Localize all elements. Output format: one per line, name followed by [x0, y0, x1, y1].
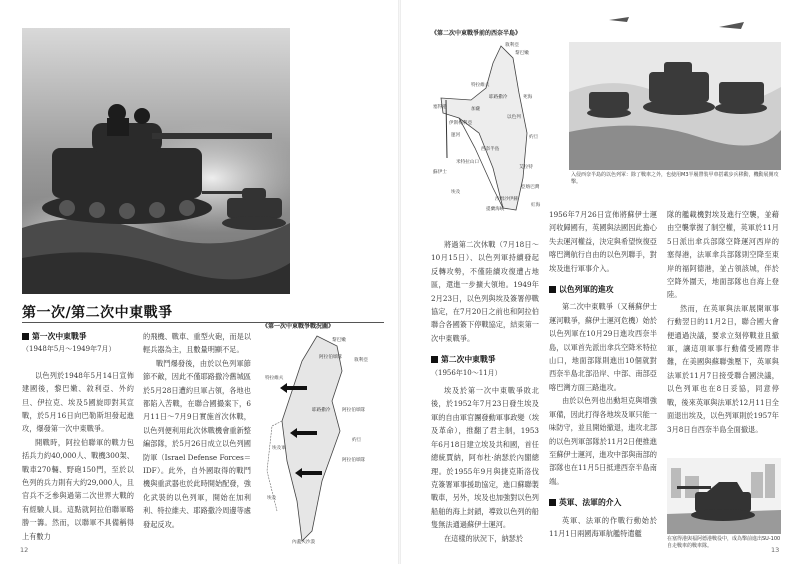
su100-tank-illustration [667, 458, 781, 534]
map2-label: 西奈半島 [481, 147, 500, 152]
paragraph: 開戰時，阿拉伯聯軍的戰力包括兵力約40,000人、戰機300架、戰車270輛、野砲150門，至於以色列的兵力則有大約29,000人，且官兵不乏參與過第二次世界大戰的有經驗人員。這點就阿拉伯聯軍略勝一籌。然而，以聯軍不具備稱得上有數力 [22, 437, 134, 541]
section-square-icon [22, 333, 29, 340]
paragraph: 戰鬥爆發後，由於以色列軍節節不敵，因此不僅耶路撒冷舊城區於5月28日遭約旦軍占領，各地也都陷入苦戰，在聯合國撮案下，6月11日～7月9日實施首次休戰，以色列便利用此次休戰機會重新整編部隊，於5月26日成立以色列國防軍（Israel Defense Forces＝IDF）。此外，自外國取得的戰鬥機與重武器也於此時開始配發，強化武裝的以色列軍，開始在加利利、特拉維夫、耶路撒冷周邊等處發起反攻。 [143, 358, 251, 529]
paragraph: 在這樣的狀況下，納瑟於 [443, 533, 524, 543]
first-war-map [262, 331, 384, 546]
map1-label: 敘利亞 [354, 358, 368, 363]
paragraph: 英軍、法軍的作戰行動始於11月1日兩國海軍航艦特遣艦 [549, 515, 657, 538]
section-heading-first-war: 第一次中東戰爭 [22, 330, 134, 343]
map1-label: 阿拉伯軍隊 [319, 355, 342, 360]
section-heading-second-war: 第二次中東戰爭 [431, 353, 539, 366]
map1-label: 內蓋夫沙漠 [292, 540, 315, 545]
map1-label: 阿拉伯軍隊 [342, 458, 365, 463]
map2-label: 亞喀巴灣 [521, 185, 540, 190]
paragraph: 的飛機、戰車、重型火砲，而是以輕兵器為主，且數量明顯不足。 [143, 332, 251, 355]
map2-label: 埃及 [451, 190, 461, 195]
section-square-icon [549, 286, 556, 293]
section-heading-israeli-advance: 以色列軍的進攻 [549, 283, 657, 296]
paragraph: 將過第二次休戰（7月18日～10月15日）、以色列軍持續發起反轉攻勢，不僅陸續攻復遭占地區，還進一步擴大領地。1949年2月23日，以色列與埃及簽署停戰協定，在7月20日之前也和阿拉伯聯合各國簽下停戰協定，結束第一次中東戰爭。 [431, 240, 539, 343]
map1-label: 特拉維夫 [265, 376, 284, 381]
map2-label: 塞得港 [433, 105, 447, 110]
map2-label: 死海 [523, 95, 533, 100]
section-dates: （1948年5月～1949年7月） [22, 345, 116, 354]
paragraph: 第二次中東戰爭（又稱蘇伊士運河戰爭，蘇伊士運河危機）始於以色列軍在10月29日進攻西奈半島，以軍首先派出傘兵空降米特拉山口，地面部隊則進出10個就對西奈半島北部沿岸、中部、南部亞喀巴灣方面三路進攻。 [549, 302, 657, 392]
map2-label: 特拉維夫 [471, 83, 490, 88]
map2-label: 蘇伊士 [433, 170, 447, 175]
photo-caption-top: 入侵西奈半島的以色列軍：除了戰車之外，也使用M3半履帶裝甲車搭載步兵移動，機動展開攻擊。 [571, 172, 779, 185]
paragraph: 以色列於1948年5月14日宣佈建國後，黎巴嫩、敘利亞、外約旦、伊拉克、埃及5國旋即對其宣戰，於5月16日向巴勒斯坦發起進攻，爆發第一次中東戰爭。 [22, 370, 134, 434]
map1-title: 《第一次中東戰爭戰況圖》 [262, 323, 335, 330]
map2-label: 以色列 [507, 115, 521, 120]
map1-label: 黎巴嫩 [332, 338, 346, 343]
map2-label: 提蘭海峽 [486, 207, 505, 212]
paragraph: 埃及於第一次中東戰爭敗北後，於1952年7月23日發生埃及軍的自由軍官團發動軍事政變（埃及革命），推翻了君主制，1953年6月18日建立埃及共和國，首任總統賈納，阿布杜·納瑟於內閣總理。於1955年9月與捷克斯洛伐克簽署軍事援助協定，進口蘇聯製戰車，另外，埃及也加強對以色列船舶的海上封鎖，導致以色列的船隻無法通過蘇伊士運河。 [431, 386, 539, 530]
map2-label: 沙姆沙伊赫 [495, 197, 518, 202]
map2-label: 伊斯梅利亞 [449, 121, 472, 126]
map2-label: 加薩 [471, 107, 481, 112]
map1-label: 埃及軍 [272, 446, 286, 451]
page-heading: 第一次/第二次中東戰爭 [22, 305, 173, 321]
section-heading-anglo-french: 英軍、法軍的介入 [549, 496, 657, 509]
map2-label: 耶路撒冷 [489, 95, 508, 100]
tank-battle-illustration [22, 28, 290, 294]
page-number-right: 13 [771, 546, 780, 554]
sinai-convoy-illustration [569, 12, 781, 170]
sinai-map [431, 38, 557, 216]
section-dates: （1956年10～11月） [431, 368, 502, 377]
map2-label: 黎巴嫩 [515, 51, 529, 56]
paragraph: 然而，在英軍與法軍展開軍事行動翌日的11月2日，聯合國大會便通過決議，要求立刻停戰並且撤軍，讓這項軍事行動備受國際非難，在美國與蘇聯強壓下，英軍與法軍於11月7日接受聯合國決議，以色列軍也在8日妥協，同意停戰，後來英軍與法軍於12月11日全面退出埃及，以色列軍則於1957年3月8日自西奈半島全面撤退。 [667, 303, 779, 434]
map2-label: 紅海 [531, 203, 541, 208]
map1-label: 埃及 [267, 496, 277, 501]
left-page [0, 0, 398, 564]
right-column-2 [549, 208, 657, 552]
map1-label: 耶路撒冷 [312, 408, 331, 413]
right-column-3 [667, 208, 779, 458]
section-square-icon [549, 499, 556, 506]
photo-caption-bottom: 在塞得港與福阿德港戰役中，成為擊前進出SU-100自走戰車的戰車隊。 [667, 536, 781, 549]
map2-label: 敘利亞 [505, 43, 519, 48]
paragraph: 1956年7月26日宣佈將蘇伊士運河收歸國有，英國與法國因此擔心失去運河權益，決定與希望恢復亞喀巴灣航行自由的以色列聯手，對埃及進行軍事介入。 [549, 210, 657, 273]
map2-title: 《第二次中東戰爭前的西奈半島》 [431, 30, 522, 37]
left-column-1 [22, 330, 134, 552]
page-number-left: 12 [20, 546, 29, 554]
map2-label: 約旦 [529, 135, 539, 140]
map1-label: 阿拉伯軍隊 [342, 408, 365, 413]
paragraph: 隊的艦載機對埃及進行空襲，並藉由空襲掌握了制空權，英軍於11月5日派出傘兵部隊空降運河西岸的塞得港，法軍傘兵部隊則空降至東岸的福阿德港，並占領該城，伴於空降外圍天，地面部隊也自海上登陸。 [667, 210, 779, 300]
map1-label: 約旦 [352, 438, 362, 443]
map2-label: 米特拉山口 [456, 160, 479, 165]
section-square-icon [431, 356, 438, 363]
right-page [401, 0, 799, 564]
right-column-1 [431, 238, 539, 552]
map2-label: 運河 [451, 133, 461, 138]
paragraph: 由於以色列也出動坦克與增強軍備，因此打得各地埃及軍只能一味防守，並且開始撤退，進攻北部的以色列軍部隊於11月2日便推進至蘇伊士運河，進攻中部與南部的部隊也在11月5日抵達西奈半島南端。 [549, 396, 657, 486]
left-column-2 [143, 330, 251, 552]
map2-label: 艾拉特 [519, 165, 533, 170]
